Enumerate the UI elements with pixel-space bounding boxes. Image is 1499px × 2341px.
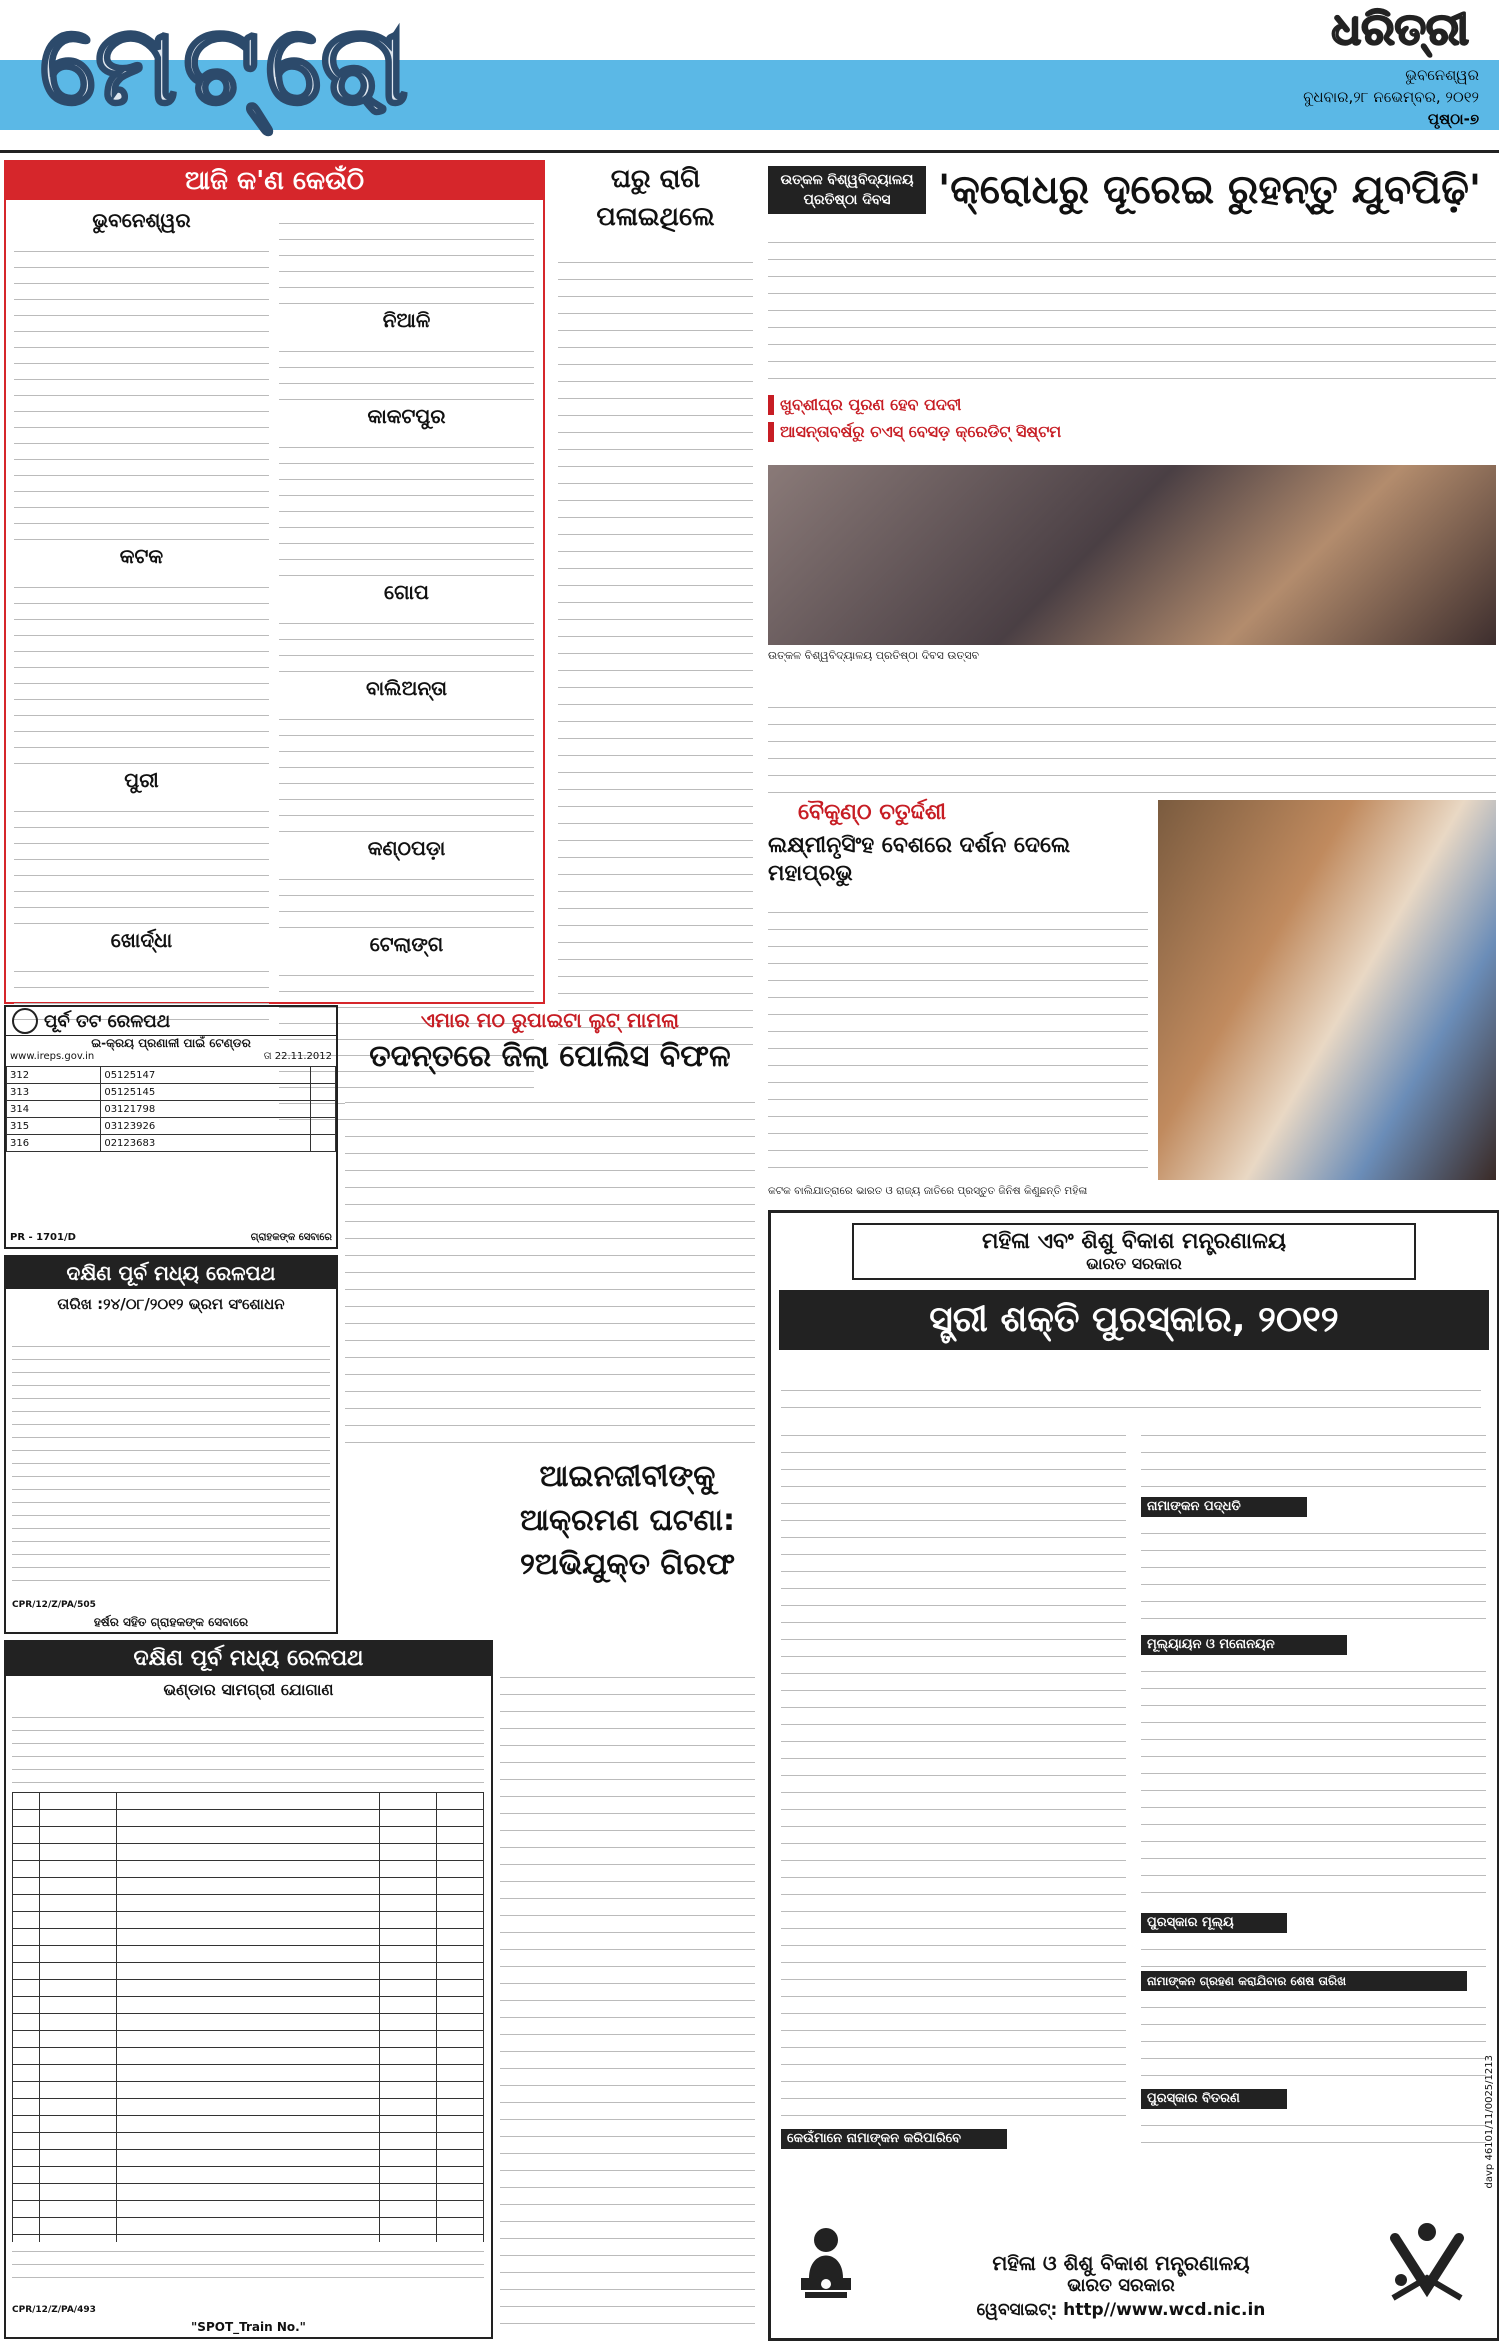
ad-secr-2-footer: "SPOT_Train No." <box>191 2320 306 2334</box>
story-utkal-sub2: ଆସନ୍ତାବର୍ଷରୁ ଚଏସ୍ ବେସଡ଼ କ୍ରେଡିଟ୍ ସିଷ୍ଟମ <box>768 422 1140 442</box>
ad-secr-1-code: CPR/12/Z/PA/505 <box>12 1600 96 1610</box>
story-engineer-headline: ଆଇନଜୀବୀଙ୍କୁ ଆକ୍ରମଣ ଘଟଣା: ୨ଅଭିଯୁକ୍ତ ଗିରଫ <box>519 1459 736 1582</box>
story-math-kicker: ଏମାର ମଠ ରୁପାଇଟା ଲୁଟ୍ ମାମଲା <box>420 1008 680 1032</box>
masthead-city: ଭୁବନେଶ୍ୱର <box>1405 66 1479 84</box>
table-row <box>13 1946 484 1963</box>
ad-ecor-code: PR - 1701/D <box>10 1232 76 1243</box>
story-math-body <box>345 1090 755 1455</box>
ad-secr-1-body <box>12 1337 330 1587</box>
wcd-logo-icon <box>1387 2218 1467 2308</box>
ad-wcd-sec-distribution: ପୁରସ୍କାର ବିତରଣ <box>1141 2089 1287 2109</box>
ad-wcd-who: କେଉଁମାନେ ନାମାଙ୍କନ କରିପାରିବେ <box>781 2129 1007 2149</box>
table-row <box>13 2048 484 2065</box>
masthead-date: ବୁଧବାର,୨୮ ନଭେମ୍ବର, ୨୦୧୨ <box>1303 88 1479 106</box>
story-ghar <box>558 160 753 1065</box>
masthead-title: ମେଟ୍ରୋ <box>40 0 415 129</box>
events-col-right <box>279 208 534 994</box>
story-baikuntha-kicker: ବୈକୁଣ୍ଠ ଚତୁର୍ଦ୍ଦଶୀ <box>798 800 947 825</box>
story-math <box>345 1005 755 1460</box>
ad-wcd-sec-evaluation: ମୂଲ୍ୟାୟନ ଓ ମନୋନୟନ <box>1141 1635 1347 1655</box>
ad-secr-2-subheading: ଭଣ୍ଡାର ସାମଗ୍ରୀ ଯୋଗାଣ <box>163 1680 334 1699</box>
events-box <box>4 160 545 1004</box>
table-row <box>13 1827 484 1844</box>
table-row <box>13 1793 484 1810</box>
events-section-title: କାକଟପୁର <box>367 404 446 428</box>
masthead <box>0 0 1499 150</box>
table-row: 316 02123683 <box>7 1135 336 1152</box>
table-row <box>13 1810 484 1827</box>
table-row <box>13 1997 484 2014</box>
ad-wcd-ministry-box <box>852 1223 1416 1280</box>
story-baikuntha-caption: କଟକ ବାଲିଯାତ୍ରାରେ ଭାରତ ଓ ରାଜ୍ୟ ଜାତିରେ ପ୍ରସ୍ତୁତ ଜିନିଷ କିଣୁଛନ୍ତି ମହିଳା <box>768 1185 1088 1197</box>
ad-wcd-sec-documents: ନାମାଙ୍କନ ପଦ୍ଧତି <box>1141 1497 1307 1517</box>
story-utkal-sub1: ଖୁବ୍‌ଶୀଘ୍ର ପୂରଣ ହେବ ପଦବୀ <box>768 395 1140 415</box>
ashoka-emblem-icon <box>791 2218 861 2308</box>
table-row <box>13 1861 484 1878</box>
table-row <box>13 2031 484 2048</box>
ad-ecor-header <box>6 1007 336 1036</box>
events-section-title: ନିଆଳି <box>382 308 431 332</box>
ad-secr-1-footer: ହର୍ଷର ସହିତ ଗ୍ରାହକଙ୍କ ସେବାରେ <box>93 1615 249 1629</box>
ad-wcd-ministry: ମହିଳା ଏବଂ ଶିଶୁ ବିକାଶ ମନ୍ତ୍ରଣାଳୟ <box>981 1229 1287 1254</box>
story-utkal-body <box>768 230 1496 390</box>
table-row <box>13 1963 484 1980</box>
table-row: 315 03123926 <box>7 1118 336 1135</box>
masthead-page: ପୃଷ୍ଠା-୭ <box>1427 110 1479 128</box>
ad-wcd-website: ୱେବସାଇଟ୍: http//www.wcd.nic.in <box>976 2300 1266 2320</box>
story-ghar-headline: ଘରୁ ରାଗି ପଳାଇଥିଲେ <box>596 164 715 232</box>
ad-secr-2-table <box>12 1792 484 2252</box>
events-section-title: ପୁରୀ <box>124 768 159 792</box>
brand-logo: ଧରିତ୍ରୀ <box>1331 4 1469 55</box>
ad-wcd-code: davp 46101/11/0025/1213 <box>1484 2054 1495 2188</box>
table-row <box>13 1912 484 1929</box>
ad-wcd-right <box>1141 1423 1486 2183</box>
ad-wcd-award: ସ୍ତ୍ରୀ ଶକ୍ତି ପୁରସ୍କାର, ୨୦୧୨ <box>779 1290 1489 1350</box>
events-section-title: ଟେଲାଙ୍ଗ <box>369 932 444 956</box>
ad-wcd-footer-gov: ଭାରତ ସରକାର <box>1067 2275 1175 2296</box>
events-heading: ଆଜି କ'ଣ କେଉଁଠି <box>6 162 543 200</box>
story-utkal-photo <box>768 465 1496 645</box>
ad-secr-1-heading: ଦକ୍ଷିଣ ପୂର୍ବ ମଧ୍ୟ ରେଳପଥ <box>6 1257 336 1289</box>
masthead-meta <box>1303 64 1479 130</box>
events-col-left <box>14 208 269 994</box>
ad-ecor-meta <box>6 1051 336 1062</box>
events-section-title: କଟକ <box>119 544 164 568</box>
ad-wcd-footer <box>881 2251 1361 2320</box>
story-engineer <box>500 1455 755 2335</box>
story-utkal-caption: ଉତ୍କଳ ବିଶ୍ୱବିଦ୍ୟାଳୟ ପ୍ରତିଷ୍ଠା ଦିବସ ଉତ୍ସବ <box>768 649 980 662</box>
table-row <box>13 2099 484 2116</box>
story-baikuntha-photo <box>1158 800 1496 1180</box>
table-row <box>13 2201 484 2218</box>
ad-secr-2-intro <box>12 1708 484 1788</box>
table-row <box>13 1895 484 1912</box>
events-columns <box>14 208 534 994</box>
ad-secr-2-notes <box>12 2242 484 2287</box>
table-row <box>13 2167 484 2184</box>
story-baikuntha-body <box>768 900 1148 1180</box>
table-row <box>13 2184 484 2201</box>
ad-secr-2 <box>4 1640 493 2339</box>
table-row: 312 05125147 <box>7 1067 336 1084</box>
table-row <box>13 1929 484 1946</box>
table-row <box>13 2116 484 2133</box>
ad-wcd-left <box>781 1423 1126 2183</box>
railway-logo-icon <box>12 1008 38 1034</box>
story-utkal-kicker: ଉତ୍କଳ ବିଶ୍ୱବିଦ୍ୟାଳୟ ପ୍ରତିଷ୍ଠା ଦିବସ <box>768 166 926 214</box>
ad-ecor <box>4 1005 338 1249</box>
table-row <box>13 1844 484 1861</box>
ad-wcd-gov: ଭାରତ ସରକାର <box>1086 1254 1182 1273</box>
ad-ecor-footer: ଗ୍ରାହକଙ୍କ ସେବାରେ <box>250 1232 332 1243</box>
masthead-divider <box>0 150 1499 153</box>
ad-wcd-sec-deadline: ନାମାଙ୍କନ ଗ୍ରହଣ କରାଯିବାର ଶେଷ ତାରିଖ <box>1141 1971 1467 1991</box>
story-baikuntha <box>768 800 1496 1200</box>
ad-wcd-intro <box>781 1378 1481 1412</box>
story-utkal <box>768 160 1496 690</box>
story-ghar-body <box>558 250 753 1060</box>
events-section-title: ଭୁବନେଶ୍ୱର <box>92 208 191 232</box>
events-section-title: ବାଲିଅନ୍ତା <box>365 676 448 700</box>
table-row <box>13 1878 484 1895</box>
table-row: 314 03121798 <box>7 1101 336 1118</box>
ad-wcd-sec-prize: ପୁରସ୍କାର ମୂଲ୍ୟ <box>1141 1913 1287 1933</box>
table-row <box>13 2133 484 2150</box>
ad-wcd <box>768 1210 1499 2341</box>
table-row <box>13 2082 484 2099</box>
story-engineer-body <box>500 1665 755 2330</box>
ad-ecor-foot <box>10 1232 332 1243</box>
ad-secr-2-code: CPR/12/Z/PA/493 <box>12 2305 96 2315</box>
ad-wcd-footer-ministry: ମହିଳା ଓ ଶିଶୁ ବିକାଶ ମନ୍ତ୍ରଣାଳୟ <box>992 2251 1250 2275</box>
ad-secr-2-heading: ଦକ୍ଷିଣ ପୂର୍ବ ମଧ୍ୟ ରେଳପଥ <box>6 1642 491 1676</box>
table-row <box>13 2014 484 2031</box>
story-math-headline: ତଦନ୍ତରେ ଜିଲା ପୋଲିସ ବିଫଳ <box>369 1039 731 1074</box>
story-utkal-headline: 'କ୍ରୋଧରୁ ଦୂରେଇ ରୁହନ୍ତୁ ଯୁବପିଢ଼ି' <box>938 167 1482 213</box>
table-row <box>13 2065 484 2082</box>
ad-ecor-heading: ପୂର୍ବ ତଟ ରେଳପଥ <box>44 1010 171 1032</box>
ad-ecor-date: ତା 22.11.2012 <box>263 1051 332 1062</box>
ad-ecor-table <box>6 1066 336 1152</box>
table-row: 313 05125145 <box>7 1084 336 1101</box>
story-baikuntha-headline: ଲକ୍ଷ୍ମୀନୃସିଂହ ବେଶରେ ଦର୍ଶନ ଦେଲେ ମହାପ୍ରଭୁ <box>768 833 1071 886</box>
table-row <box>13 1980 484 1997</box>
ad-secr-1-notice: ତାରିଖ :୨୪/୦୮/୨୦୧୨ ଭ୍ରମ ସଂଶୋଧନ <box>57 1295 285 1313</box>
events-section-title: ଗୋପ <box>384 580 429 604</box>
ad-ecor-url: www.ireps.gov.in <box>10 1051 95 1062</box>
ad-ecor-subheading: ଇ-କ୍ରୟ ପ୍ରଣାଳୀ ପାଇଁ ଟେଣ୍ଡର <box>91 1036 251 1050</box>
table-row <box>13 2218 484 2235</box>
ad-secr-1 <box>4 1255 338 1634</box>
story-utkal-body-2 <box>768 695 1496 795</box>
table-row <box>13 2150 484 2167</box>
events-section-title: କଣ୍ଠପଡ଼ା <box>367 836 446 860</box>
events-section-title: ଖୋର୍ଦ୍ଧା <box>110 928 173 952</box>
